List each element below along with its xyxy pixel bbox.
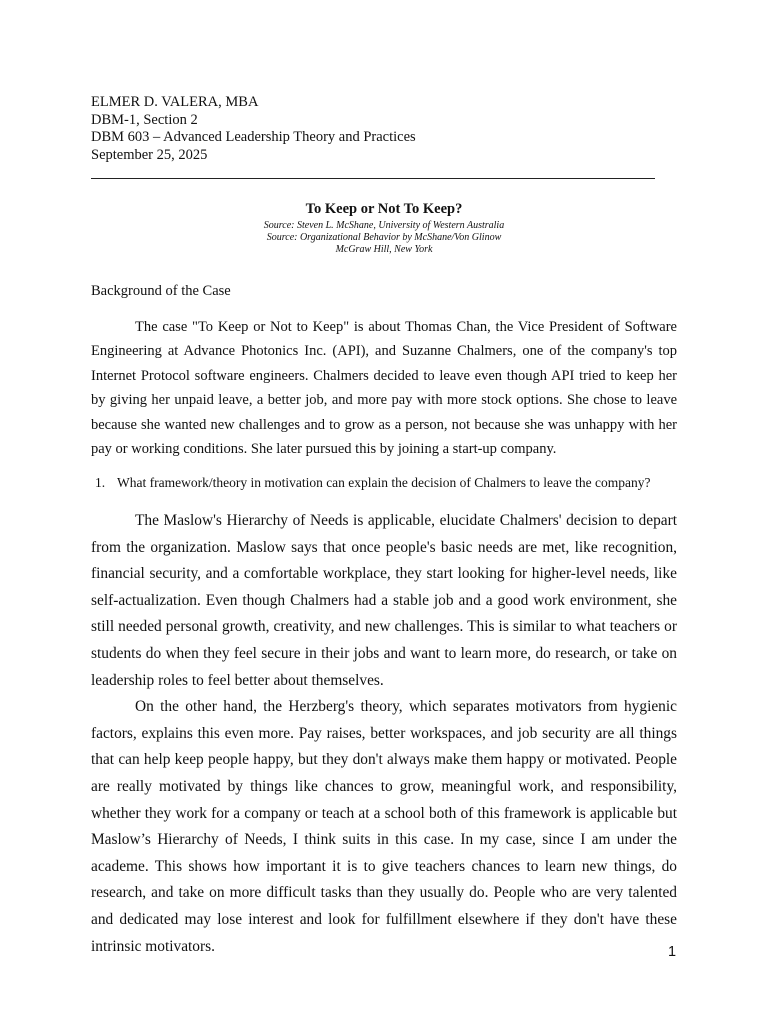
case-source-1: Source: Steven L. McShane, University of Western Australia (263, 220, 505, 231)
case-source-2: Source: Organizational Behavior by McShane/Von Glinow (266, 232, 502, 243)
header-divider (91, 178, 655, 179)
program-section: DBM-1, Section 2 (91, 111, 198, 128)
background-heading: Background of the Case (91, 283, 231, 299)
page-number: 1 (668, 944, 677, 960)
author-name: ELMER D. VALERA, MBA (91, 94, 259, 110)
case-source-3: McGraw Hill, New York (335, 244, 433, 255)
course-title: DBM 603 – Advanced Leadership Theory and Practices (91, 129, 416, 145)
background-paragraph: The case "To Keep or Not to Keep" is about Thomas Chan, the Vice President of Software Engineering at Advance Photonics Inc. (API), and Suzanne Chalmers, one of the company's top Internet Protocol software engineers. Chalmers decided to leave even though API tried to keep her by giving her unpaid leave, a better job, and more pay with more stock options. She chose to leave because she wanted new challenges and to grow as a person, not because she was unhappy with her pay or working conditions. She later pursued this by joining a start-up company. (91, 319, 677, 458)
answer-paragraph-1: The Maslow's Hierarchy of Needs is applicable, elucidate Chalmers' decision to depart from the organization. Maslow says that once people's basic needs are met, like recognition, financial security, and a comfortable workplace, they start looking for higher-level needs, like self-actualization. Even though Chalmers had a stable job and a good work environment, she still needed personal growth, creativity, and new challenges. This is similar to what teachers or students do when they feel secure in their jobs and want to learn more, do research, or take on leadership roles to feel better about themselves. (91, 512, 677, 689)
document-date: September 25, 2025 (91, 146, 208, 163)
question-1 (95, 475, 695, 491)
background-section (91, 315, 677, 461)
answer-paragraph-2: On the other hand, the Herzberg's theory, which separates motivators from hygienic factors, explains this even more. Pay raises, better workspaces, and job security are all things that can help keep people happy, but they don't always make them happy or motivated. People are really motivated by things like chances to grow, meaningful work, and responsibility, whether they work for a company or teach at a school both of this framework is applicable but Maslow’s Hierarchy of Needs, I think suits in this case. In my case, since I am under the academe. This shows how important it is to give teachers chances to learn new things, do research, and take on more difficult tasks than they usually do. People who are very talented and dedicated may lose interest and look for fulfillment elsewhere if they don't have these intrinsic motivators. (91, 698, 677, 955)
answer-section (91, 508, 677, 960)
question-text: What framework/theory in motivation can explain the decision of Chalmers to leave the company? (117, 475, 651, 490)
question-number: 1. (95, 475, 106, 490)
author-header (91, 94, 416, 164)
case-title: To Keep or Not To Keep? (305, 201, 463, 217)
